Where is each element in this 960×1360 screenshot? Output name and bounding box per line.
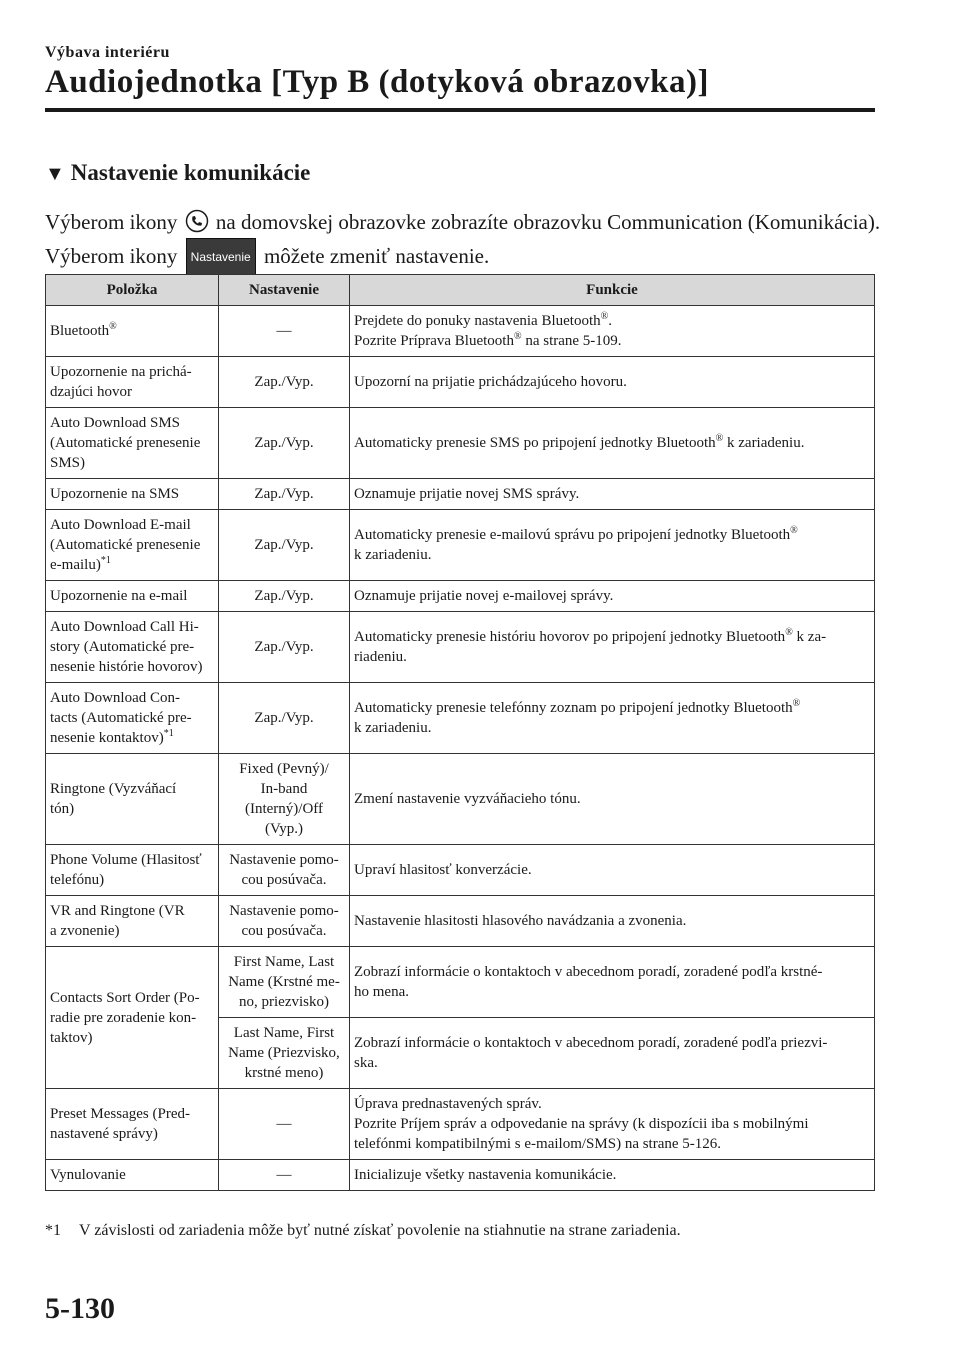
subsection-title: Nastavenie komunikácie (70, 160, 311, 185)
table-row (46, 896, 875, 947)
cell-setting: Zap./Vyp. (219, 479, 350, 510)
cell-setting: — (219, 306, 350, 357)
cell-function: Prejdete do ponuky nastavenia Bluetooth®. Pozrite Príprava Bluetooth® na strane 5-109. (350, 306, 875, 357)
cell-item: Auto Download Call Hi- story (Automatické pre- nesenie histórie hovorov) (46, 612, 219, 683)
cell-item: Contacts Sort Order (Po- radie pre zoradenie kon- taktov) (46, 947, 219, 1089)
communication-icon (185, 209, 209, 233)
cell-setting: — (219, 1160, 350, 1191)
table-row (46, 683, 875, 754)
cell-item: Upozornenie na e-mail (46, 581, 219, 612)
cell-function: Úprava prednastavených správ. Pozrite Príjem správ a odpovedanie na správy (k dispozícii iba s mobilnými telefónmi kompatibilnými s e-mailom/SMS) na strane 5-126. (350, 1089, 875, 1160)
triangle-marker-icon: ▼ (45, 163, 65, 185)
cell-setting: Zap./Vyp. (219, 357, 350, 408)
intro-line-2-before: Výberom ikony (45, 244, 178, 268)
intro-text (45, 206, 885, 276)
cell-item: Preset Messages (Pred- nastavené správy) (46, 1089, 219, 1160)
table-row (46, 612, 875, 683)
cell-function: Upozorní na prijatie prichádzajúceho hovoru. (350, 357, 875, 408)
footnote (45, 1222, 681, 1240)
table-row (46, 845, 875, 896)
table-row (46, 357, 875, 408)
cell-function: Automaticky prenesie SMS po pripojení jednotky Bluetooth® k zariadeniu. (350, 408, 875, 479)
table-row (46, 947, 875, 1018)
cell-function: Automaticky prenesie telefónny zoznam po pripojení jednotky Bluetooth® k zariadeniu. (350, 683, 875, 754)
intro-line-1-before: Výberom ikony (45, 210, 178, 234)
title-divider (45, 108, 875, 112)
table-row (46, 306, 875, 357)
settings-table (45, 274, 875, 1191)
header-setting: Nastavenie (219, 275, 350, 306)
cell-item: Ringtone (Vyzváňací tón) (46, 754, 219, 845)
cell-item: Upozornenie na prichá- dzajúci hovor (46, 357, 219, 408)
cell-item: VR and Ringtone (VR a zvonenie) (46, 896, 219, 947)
cell-item: Upozornenie na SMS (46, 479, 219, 510)
section-label: Výbava interiéru (45, 44, 170, 61)
cell-setting: — (219, 1089, 350, 1160)
intro-line-1 (45, 206, 885, 238)
cell-item: Auto Download E-mail (Automatické prenesenie e-mailu)$^{*1}$ (46, 510, 219, 581)
footnote-text: V závislosti od zariadenia môže byť nutné získať povolenie na stiahnutie na strane zariadenia. (79, 1222, 681, 1239)
cell-function: Zmení nastavenie vyzváňacieho tónu. (350, 754, 875, 845)
table-row (46, 510, 875, 581)
settings-button-icon: Nastavenie (186, 238, 256, 276)
cell-item: Bluetooth® (46, 306, 219, 357)
cell-item: Auto Download Con- tacts (Automatické pre- nesenie kontaktov)$^{*1}$ (46, 683, 219, 754)
cell-function: Automaticky prenesie e-mailovú správu po pripojení jednotky Bluetooth® k zariadeniu. (350, 510, 875, 581)
table-row (46, 1160, 875, 1191)
cell-setting: Zap./Vyp. (219, 510, 350, 581)
cell-setting: Nastavenie pomo- cou posúvača. (219, 845, 350, 896)
cell-item: Phone Volume (Hlasitosť telefónu) (46, 845, 219, 896)
cell-setting: Zap./Vyp. (219, 612, 350, 683)
footnote-mark: *1 (45, 1222, 61, 1239)
cell-function: Upraví hlasitosť konverzácie. (350, 845, 875, 896)
cell-setting: Zap./Vyp. (219, 683, 350, 754)
header-item: Položka (46, 275, 219, 306)
cell-setting: First Name, Last Name (Krstné me- no, priezvisko) (219, 947, 350, 1018)
table-header-row (46, 275, 875, 306)
cell-item: Vynulovanie (46, 1160, 219, 1191)
intro-line-1-after: na domovskej obrazovke zobrazíte obrazovku Communication (Komunikácia). (215, 210, 881, 234)
page-number: 5-130 (45, 1292, 115, 1325)
intro-line-2 (45, 238, 885, 276)
table-row (46, 408, 875, 479)
table-row (46, 479, 875, 510)
cell-setting: Nastavenie pomo- cou posúvača. (219, 896, 350, 947)
subsection-heading (45, 160, 310, 186)
page-title: Audiojednotka [Typ B (dotyková obrazovka)] (45, 64, 709, 100)
cell-setting: Last Name, First Name (Priezvisko, krstné meno) (219, 1018, 350, 1089)
table-row (46, 581, 875, 612)
cell-function: Oznamuje prijatie novej SMS správy. (350, 479, 875, 510)
cell-function: Nastavenie hlasitosti hlasového navádzania a zvonenia. (350, 896, 875, 947)
table-row (46, 754, 875, 845)
cell-setting: Zap./Vyp. (219, 408, 350, 479)
cell-function: Automaticky prenesie históriu hovorov po pripojení jednotky Bluetooth® k za- riadeniu. (350, 612, 875, 683)
cell-function: Oznamuje prijatie novej e-mailovej správy. (350, 581, 875, 612)
cell-function: Inicializuje všetky nastavenia komunikácie. (350, 1160, 875, 1191)
cell-setting: Fixed (Pevný)/ In-band (Interný)/Off (Vyp.) (219, 754, 350, 845)
cell-item: Auto Download SMS (Automatické prenesenie SMS) (46, 408, 219, 479)
intro-line-2-after: môžete zmeniť nastavenie. (263, 244, 490, 268)
cell-function: Zobrazí informácie o kontaktoch v abecednom poradí, zoradené podľa krstné- ho mena. (350, 947, 875, 1018)
header-function: Funkcie (350, 275, 875, 306)
table-row (46, 1089, 875, 1160)
cell-setting: Zap./Vyp. (219, 581, 350, 612)
cell-function: Zobrazí informácie o kontaktoch v abecednom poradí, zoradené podľa priezvi- ska. (350, 1018, 875, 1089)
